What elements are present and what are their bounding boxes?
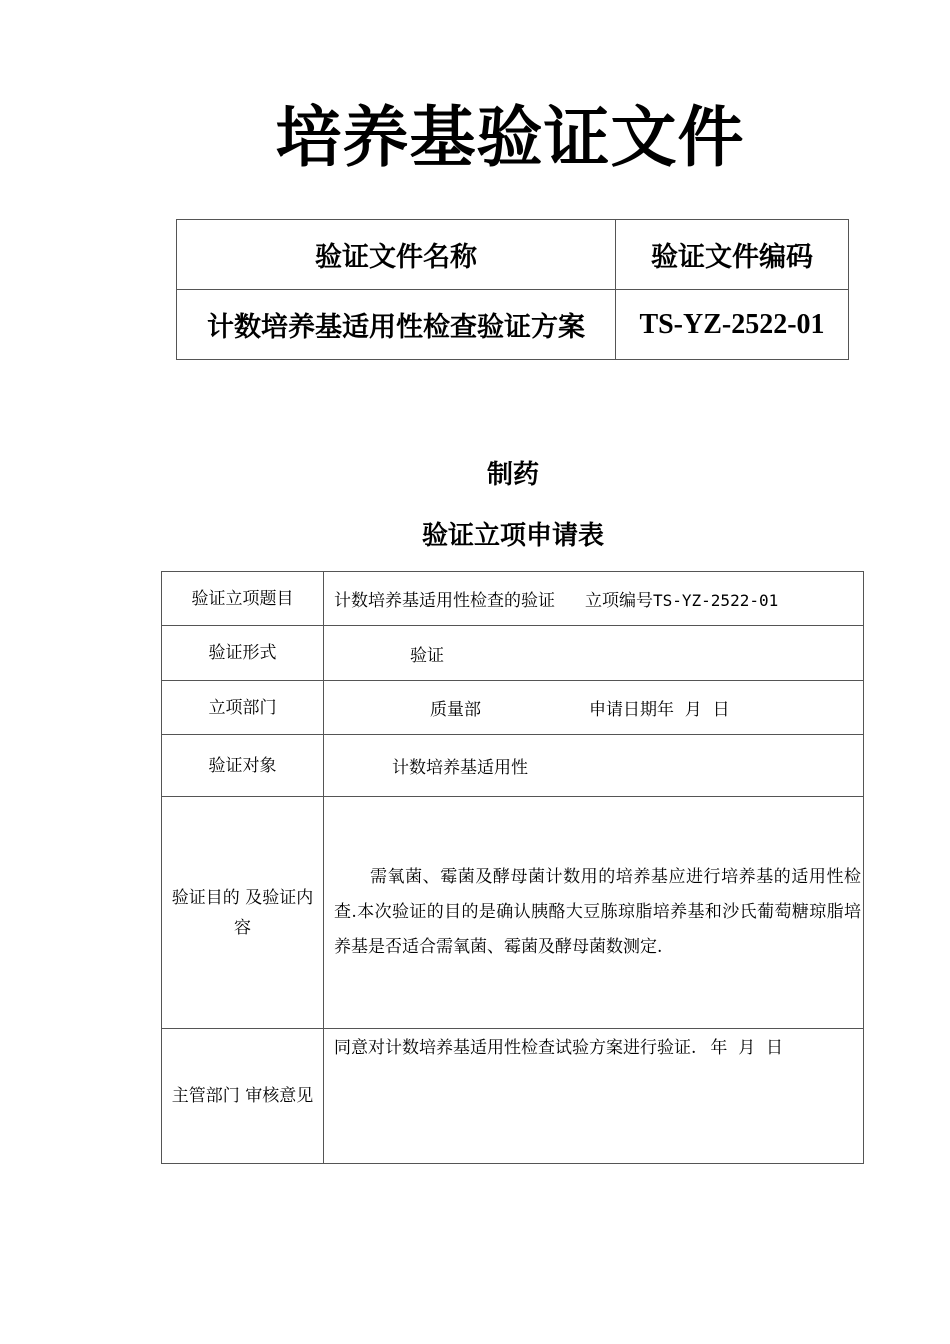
doc-name-value: 计数培养基适用性检查验证方案 <box>177 290 616 360</box>
project-no-value: TS-YZ-2522-01 <box>653 591 779 610</box>
review-label: 主管部门 审核意见 <box>162 1029 324 1164</box>
purpose-cell <box>324 797 864 1029</box>
table-row <box>177 220 849 290</box>
project-no-label: 立项编号 <box>585 591 653 611</box>
object-value: 计数培养基适用性 <box>324 735 864 797</box>
table-row <box>162 681 864 735</box>
review-date: 年 月 日 <box>710 1038 784 1058</box>
dept-cell <box>324 681 864 735</box>
purpose-label: 验证目的 及验证内容 <box>162 797 324 1029</box>
doc-code-value: TS-YZ-2522-01 <box>616 290 849 360</box>
review-cell <box>324 1029 864 1164</box>
application-form-table <box>161 571 864 1164</box>
topic-cell <box>324 572 864 626</box>
company-name: 制药 <box>486 460 539 490</box>
table-row <box>162 797 864 1029</box>
table-row <box>177 290 849 360</box>
table-row <box>162 572 864 626</box>
doc-name-header: 验证文件名称 <box>177 220 616 290</box>
form-title: 验证立项申请表 <box>421 521 604 551</box>
type-label: 验证形式 <box>162 626 324 681</box>
document-info-table <box>176 219 849 360</box>
table-row <box>162 626 864 681</box>
topic-label: 验证立项题目 <box>162 572 324 626</box>
topic-value: 计数培养基适用性检查的验证 <box>334 591 555 611</box>
apply-date: 申请日期年 月 日 <box>589 700 730 720</box>
dept-value: 质量部 <box>430 700 481 720</box>
dept-label: 立项部门 <box>162 681 324 735</box>
table-row <box>162 1029 864 1164</box>
object-label: 验证对象 <box>162 735 324 797</box>
document-title: 培养基验证文件 <box>275 98 745 176</box>
type-value: 验证 <box>324 626 864 681</box>
review-value: 同意对计数培养基适用性检查试验方案进行验证. <box>334 1038 697 1058</box>
doc-code-header: 验证文件编码 <box>616 220 849 290</box>
purpose-value: 需氧菌、霉菌及酵母菌计数用的培养基应进行培养基的适用性检查.本次验证的目的是确认胰酪大豆胨琼脂培养基和沙氏葡萄糖琼脂培养基是否适合需氧菌、霉菌及酵母菌数测定. <box>334 867 861 957</box>
table-row <box>162 735 864 797</box>
